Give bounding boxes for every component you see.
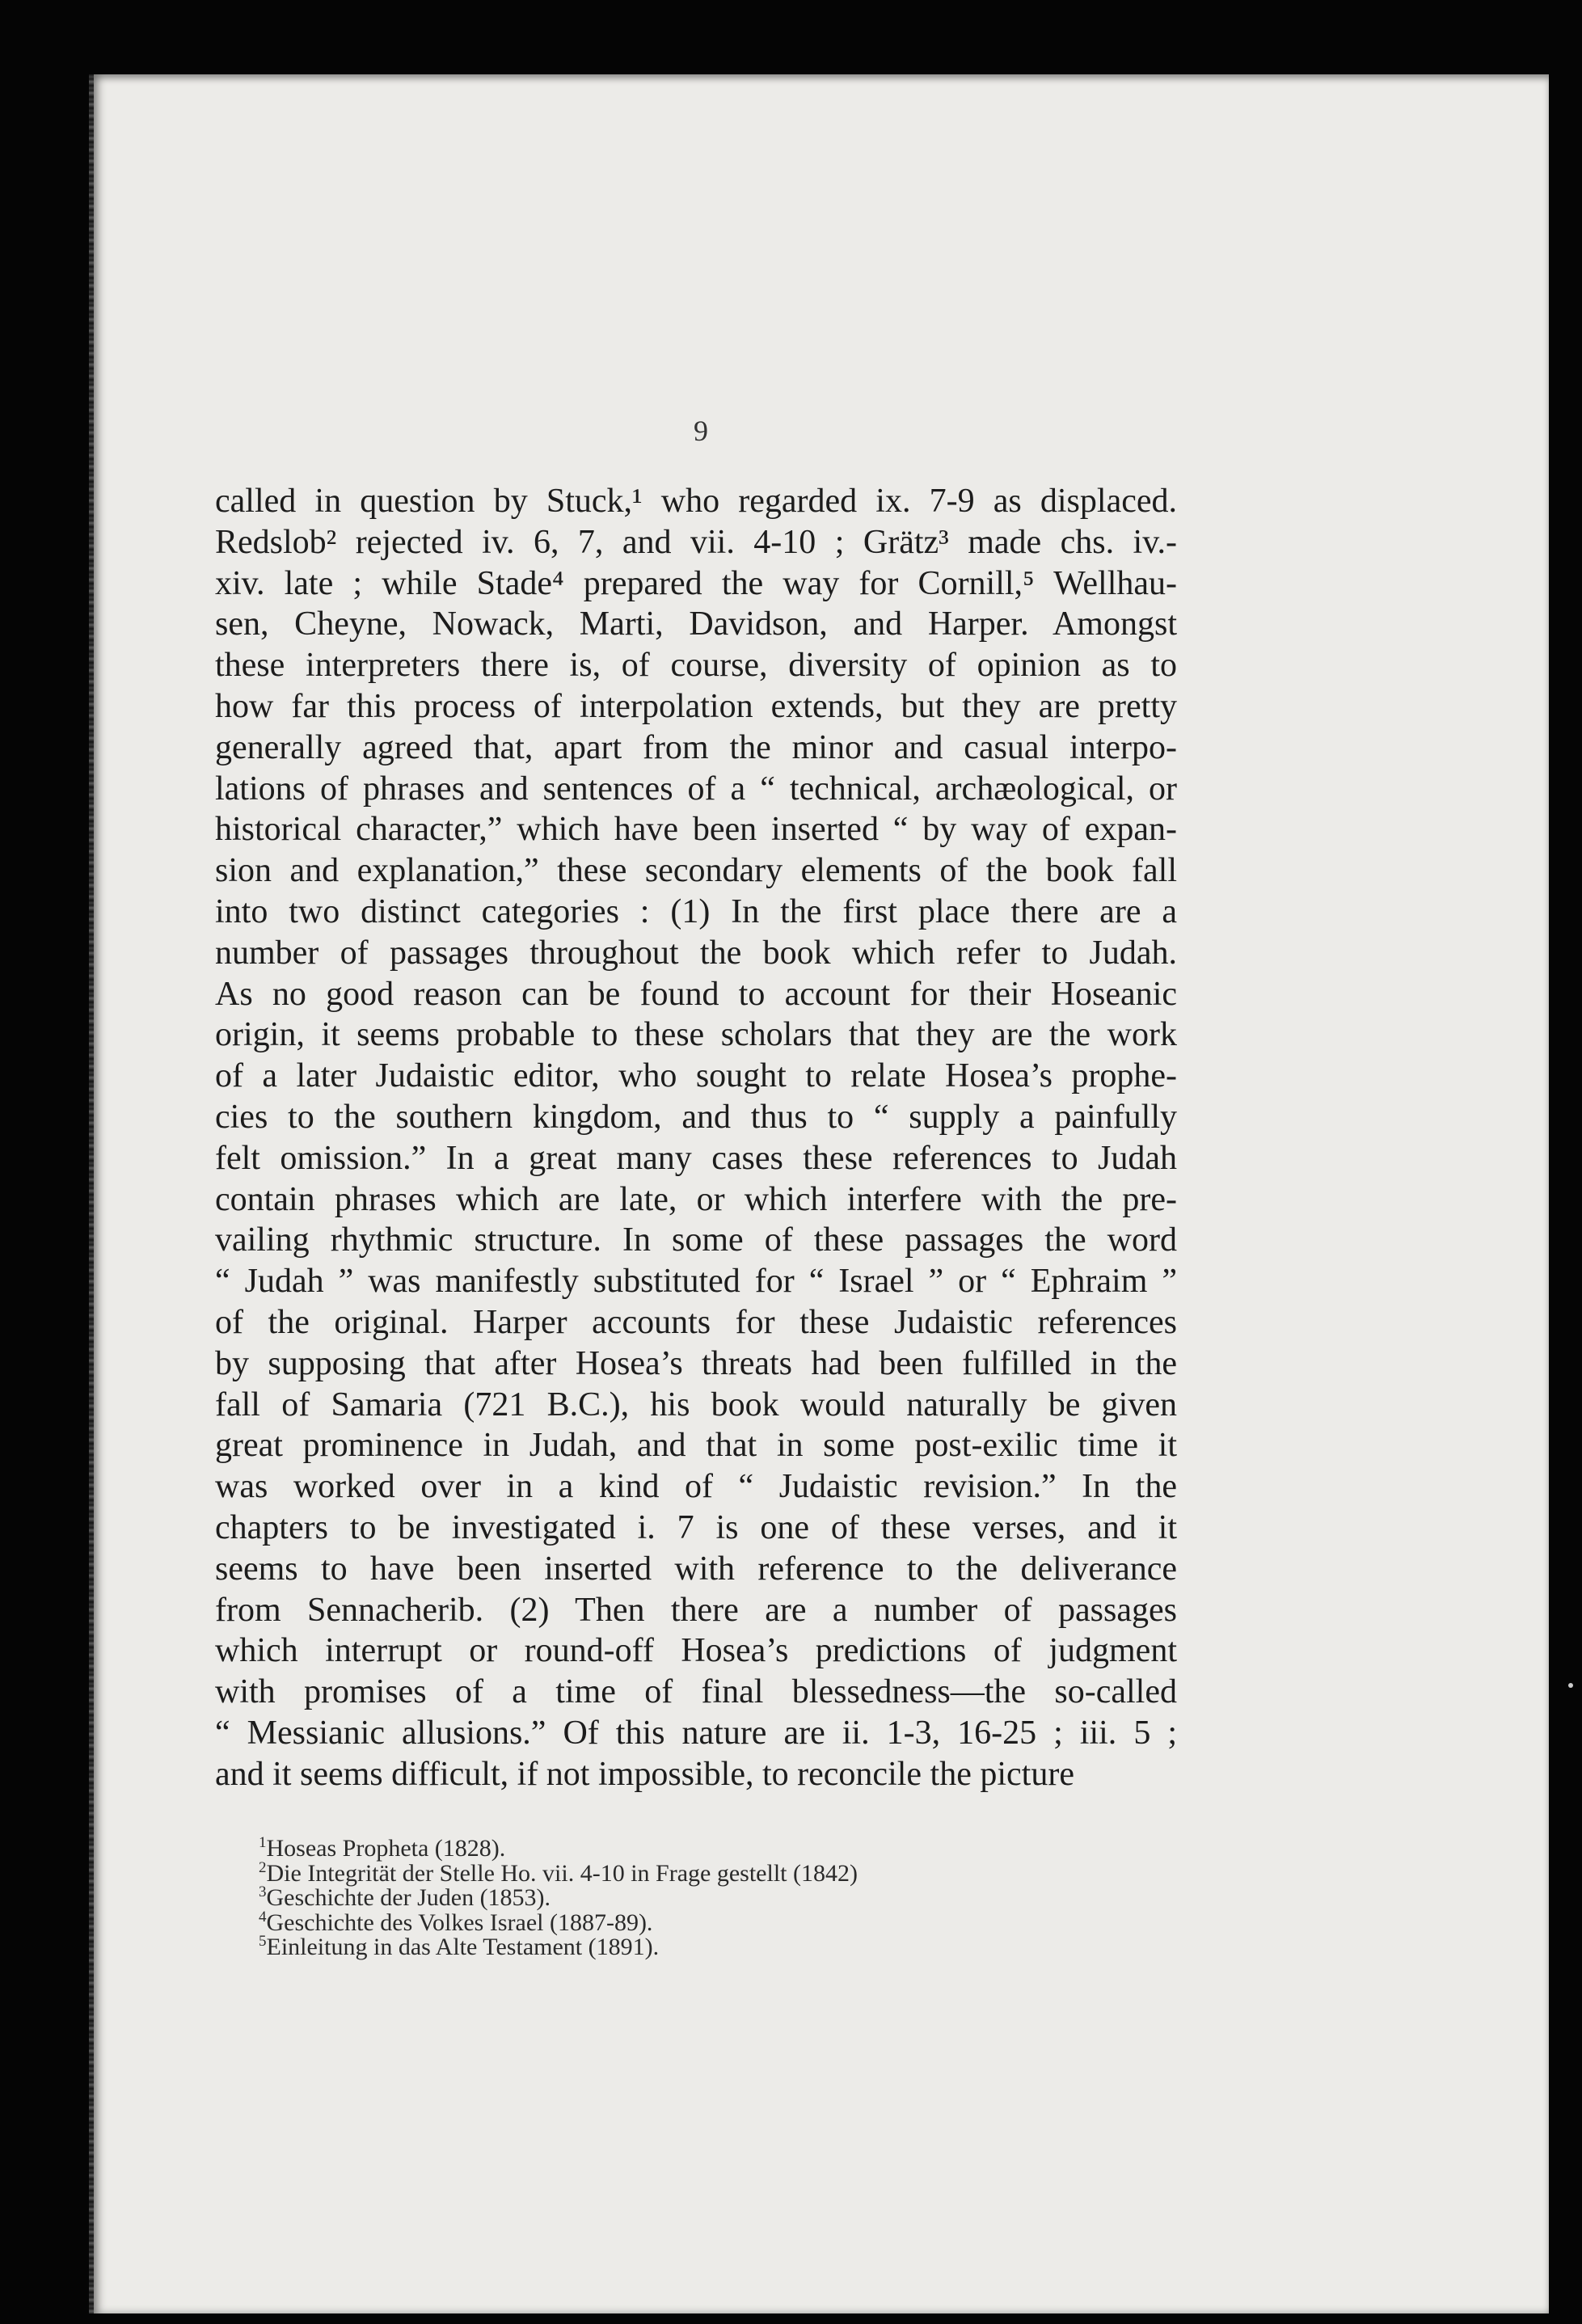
text-line: by supposing that after Hosea’s threats had been fulfilled in the [215,1344,1177,1382]
text-line: cies to the southern kingdom, and thus to “ supply a painfully [215,1098,1177,1136]
footnote-3 [259,1883,1148,1912]
text-line: sen, Cheyne, Nowack, Marti, Davidson, and Harper. Amongst [215,605,1177,643]
footnote-text: Einleitung in das Alte Testament (1891). [266,1934,660,1961]
footnote-mark: 3 [259,1883,267,1901]
footnote-text: Geschichte des Volkes Israel (1887-89). [266,1909,653,1936]
text-line: lations of phrases and sentences of a “ technical, archæological, or [215,770,1177,808]
page-number: 9 [694,415,709,447]
footnote-text: Die Integrität der Stelle Ho. vii. 4-10 in Frage gestellt (1842) [266,1859,858,1887]
text-line: seems to have been inserted with reference to the deliverance [215,1550,1177,1588]
text-line: and it seems difficult, if not impossible, to reconcile the picture [215,1755,1074,1793]
text-line: “ Messianic allusions.” Of this nature are ii. 1-3, 16-25 ; iii. 5 ; [215,1714,1177,1752]
footnote-mark: 5 [259,1933,267,1951]
text-line: felt omission.” In a great many cases these references to Judah [215,1139,1177,1177]
footnote-2 [259,1858,1148,1887]
text-line: called in question by Stuck,¹ who regarded ix. 7-9 as displaced. [215,483,1177,520]
text-line: which interrupt or round-off Hosea’s predictions of judgment [215,1632,1177,1670]
footnote-text: Hoseas Propheta (1828). [266,1835,506,1862]
text-line: xiv. late ; while Stade⁴ prepared the way for Cornill,⁵ Wellhau- [215,564,1177,602]
text-line: number of passages throughout the book which refer to Judah. [215,934,1177,972]
body-text [215,481,1177,1795]
text-line: how far this process of interpolation extends, but they are pretty [215,687,1177,725]
text-line: from Sennacherib. (2) Then there are a number of passages [215,1591,1177,1629]
text-line: As no good reason can be found to account for their Hoseanic [215,975,1177,1013]
text-line: these interpreters there is, of course, diversity of opinion as to [215,647,1177,685]
footnotes [259,1834,1148,1961]
text-line: sion and explanation,” these secondary elements of the book fall [215,852,1177,890]
text-line: great prominence in Judah, and that in some post-exilic time it [215,1427,1177,1465]
text-line: of the original. Harper accounts for these Judaistic references [215,1303,1177,1341]
footnote-5 [259,1935,1148,1960]
text-line: fall of Samaria (721 B.C.), his book would naturally be given [215,1386,1177,1424]
text-line: was worked over in a kind of “ Judaistic revision.” In the [215,1468,1177,1506]
text-line: vailing rhythmic structure. In some of these passages the word [215,1221,1177,1259]
text-line: generally agreed that, apart from the minor and casual interpo- [215,728,1177,766]
footnote-mark: 2 [259,1858,267,1876]
text-line: with promises of a time of final blessedness—the so-called [215,1673,1177,1711]
text-line: “ Judah ” was manifestly substituted for “ Israel ” or “ Ephraim ” [215,1263,1177,1301]
footnote-text: Geschichte der Juden (1853). [266,1884,551,1912]
text-line: chapters to be investigated i. 7 is one of these verses, and it [215,1508,1177,1546]
footnote-4 [259,1908,1148,1936]
footnote-1 [259,1834,1148,1862]
text-line: historical character,” which have been inserted “ by way of expan- [215,811,1177,849]
text-line: of a later Judaistic editor, who sought to relate Hosea’s prophe- [215,1057,1177,1095]
text-line: Redslob² rejected iv. 6, 7, and vii. 4-10 ; Grätz³ made chs. iv.- [215,523,1177,561]
text-line: origin, it seems probable to these scholars that they are the work [215,1016,1177,1054]
text-line: into two distinct categories : (1) In the first place there are a [215,892,1177,930]
text-line: contain phrases which are late, or which interfere with the pre- [215,1180,1177,1218]
scan-speck [1568,1683,1573,1688]
footnote-mark: 1 [259,1834,267,1851]
footnote-mark: 4 [259,1908,267,1925]
